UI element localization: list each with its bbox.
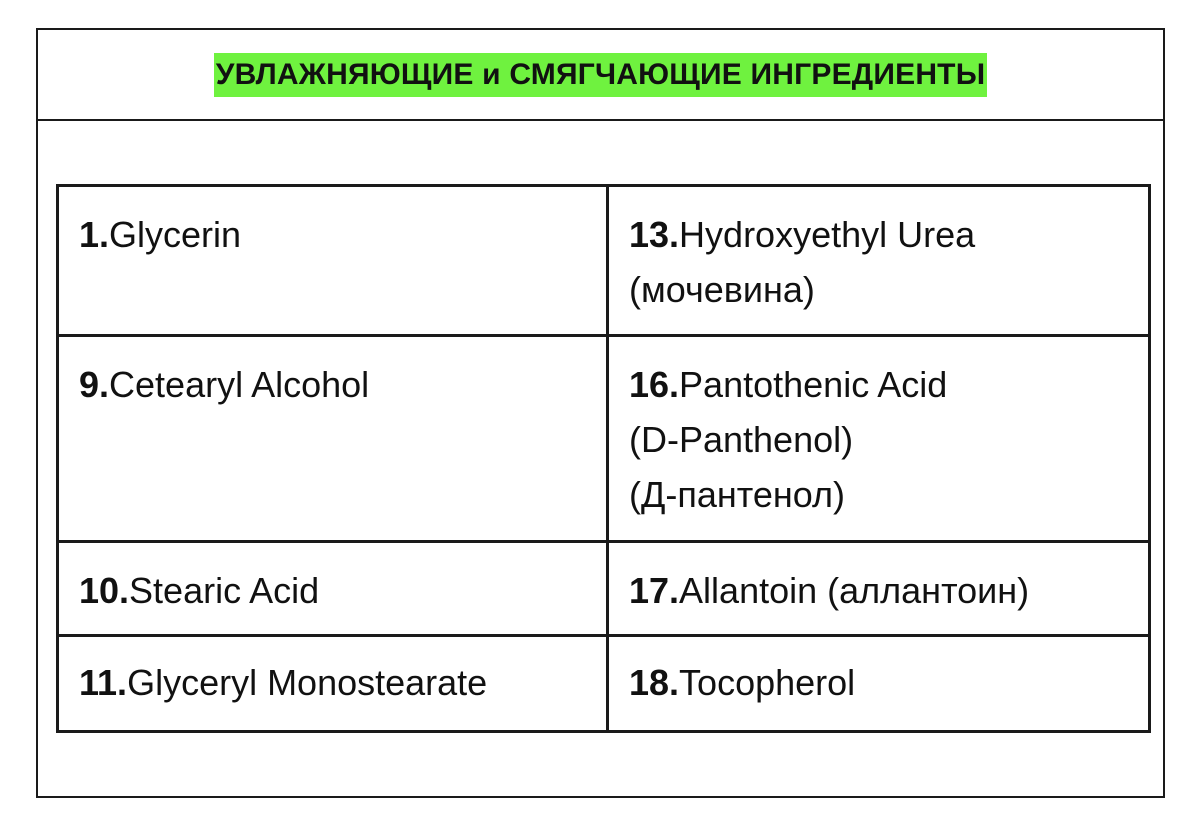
item-name: Stearic Acid [129,570,320,611]
item-name: Glycerin [109,214,242,255]
table-cell [58,336,608,542]
item-name-line: (Д-пантенол) [629,474,845,515]
table-cell [58,636,608,732]
item-name: Hydroxyethyl Urea [679,214,976,255]
item-name: Glyceryl Monostearate [127,662,488,703]
item-number: 9. [79,364,110,405]
item-name: Cetearyl Alcohol [109,364,370,405]
item-name-line: (D-Panthenol) [629,419,854,460]
table-cell [608,542,1150,636]
page-title: УВЛАЖНЯЮЩИЕ и СМЯГЧАЮЩИЕ ИНГРЕДИЕНТЫ [214,53,988,97]
table-row [58,186,1150,336]
item-number: 11. [79,662,128,703]
table-cell [58,186,608,336]
item-name: Tocopherol [679,662,856,703]
item-number: 10. [79,570,130,611]
item-number: 13. [629,214,680,255]
table-cell [608,636,1150,732]
item-name: Allantoin (аллантоин) [679,570,1030,611]
item-number: 1. [79,214,110,255]
item-name: Pantothenic Acid [679,364,948,405]
table-row [58,542,1150,636]
title-bar [38,30,1163,121]
table-cell [608,336,1150,542]
table-cell [608,186,1150,336]
ingredients-table [56,184,1151,733]
item-number: 16. [629,364,680,405]
table-row [58,336,1150,542]
document-frame [36,28,1165,798]
item-number: 17. [629,570,680,611]
item-name-line: (мочевина) [629,269,815,310]
table-cell [58,542,608,636]
table-row [58,636,1150,732]
item-number: 18. [629,662,680,703]
